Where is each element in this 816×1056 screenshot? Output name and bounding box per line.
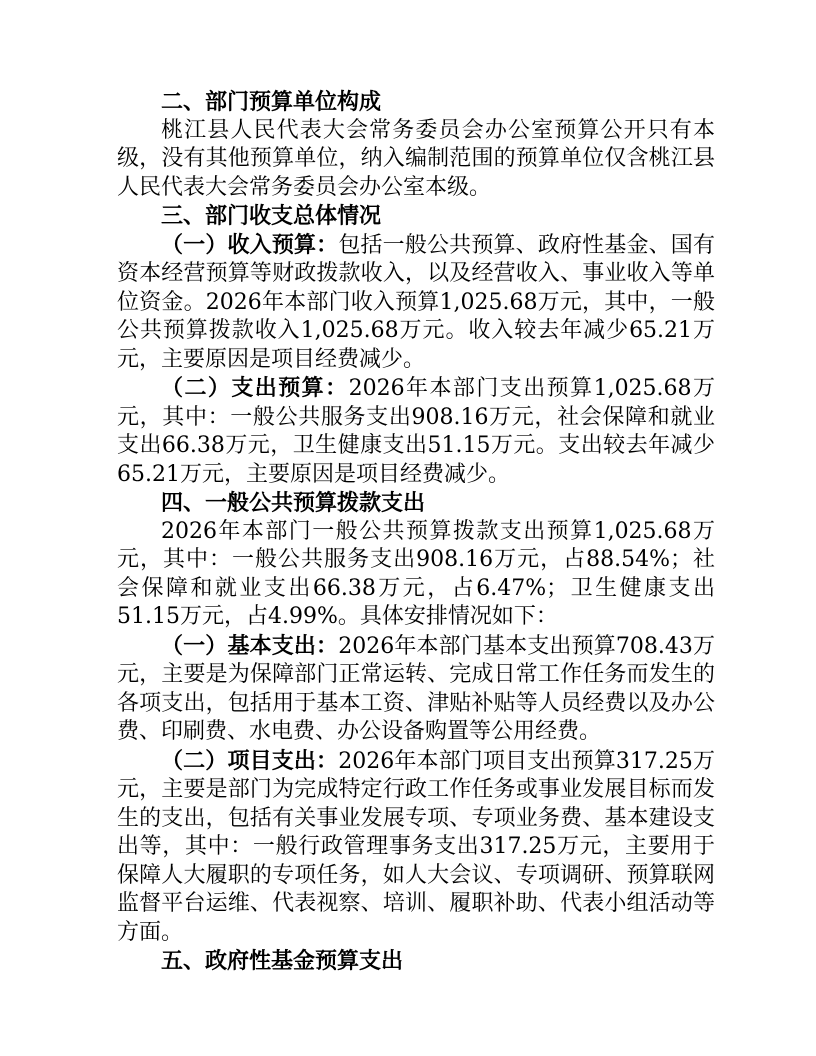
paragraph-text: 2026年本部门基本支出预算708.43万元，主要是为保障部门正常运转、完成日常工作任务而发生的各项支出，包括用于基本工资、津贴补贴等人员经费以及办公费、印刷费、水电费、办公设备购置等公用经费。 — [117, 633, 715, 744]
paragraph-text: 包括一般公共预算、政府性基金、国有资本经营预算等财政拨款收入，以及经营收入、事业收入等单位资金。2026年本部门收入预算1,025.68万元，其中，一般公共预算拨款收入1,025.68万元。收入较去年减少65.21万元，主要原因是项目经费减少。 — [117, 232, 715, 372]
paragraph-lead-basic: （一）基本支出： — [161, 632, 339, 659]
section-heading-5: 五、政府性基金预算支出 — [161, 948, 404, 974]
paragraph-budget-unit-composition — [117, 117, 715, 203]
paragraph-lead-income: （一）收入预算： — [161, 231, 339, 258]
document-content — [117, 88, 715, 976]
paragraph-lead-expenditure: （二）支出预算： — [161, 375, 349, 401]
paragraph-income-budget — [117, 231, 715, 375]
paragraph-expenditure-budget — [117, 374, 715, 489]
paragraph-general-public-budget — [117, 518, 715, 632]
paragraph-text: 2026年本部门支出预算1,025.68万元，其中：一般公共服务支出908.16万元，社会保障和就业支出66.38万元，卫生健康支出51.15万元。支出较去年减少65.21万元，主要原因是项目经费减少。 — [117, 376, 715, 487]
paragraph-text: 2026年本部门一般公共预算拨款支出预算1,025.68万元，其中：一般公共服务支出908.16万元，占88.54%；社会保障和就业支出66.38万元，占6.47%；卫生健康支出51.15万元，占4.99%。具体安排情况如下： — [117, 518, 715, 629]
section-heading-4: 四、一般公共预算拨款支出 — [161, 490, 426, 516]
section-heading-2: 二、部门预算单位构成 — [161, 89, 382, 115]
section-heading-3: 三、部门收支总体情况 — [161, 203, 382, 229]
paragraph-basic-expenditure — [117, 632, 715, 747]
paragraph-lead-project: （二）项目支出： — [161, 747, 339, 774]
paragraph-text: 桃江县人民代表大会常务委员会办公室预算公开只有本级，没有其他预算单位，纳入编制范围的预算单位仅含桃江县人民代表大会常务委员会办公室本级。 — [117, 117, 715, 200]
paragraph-project-expenditure — [117, 747, 715, 948]
paragraph-text: 2026年本部门项目支出预算317.25万元，主要是部门为完成特定行政工作任务或事业发展目标而发生的支出，包括有关事业发展专项、专项业务费、基本建设支出等，其中：一般行政管理事务支出317.25万元，主要用于保障人大履职的专项任务，如人大会议、专项调研、预算联网监督平台运维、代表视察、培训、履职补助、代表小组活动等方面。 — [117, 748, 715, 945]
